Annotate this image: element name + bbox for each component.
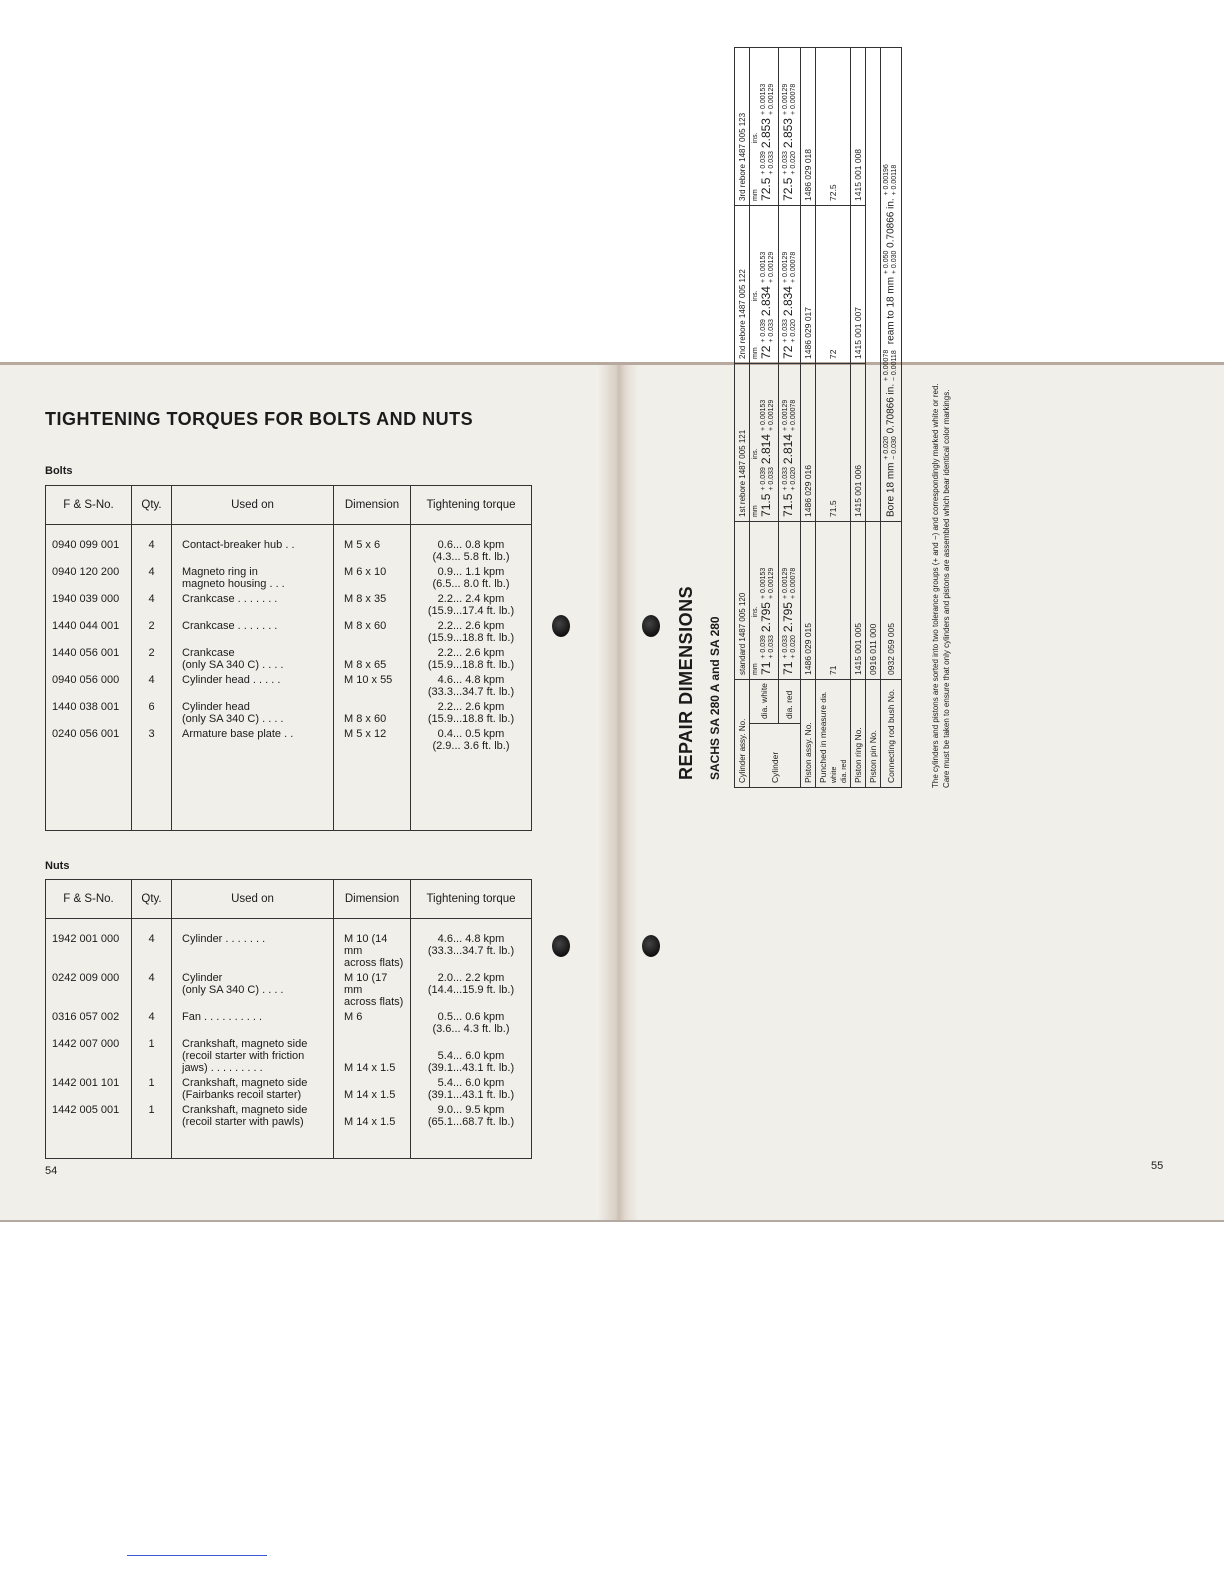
unit-mm: mm (752, 663, 759, 675)
bolts-table (45, 485, 532, 831)
col-header: 2nd rebore 1487 005 122 (735, 205, 750, 363)
piston-assy-number: 1486 029 017 (800, 205, 815, 363)
dim-mm-tol: + 0.033 + 0.020 (781, 151, 797, 175)
cell-used: Cylinder head (only SA 340 C) . . . . (172, 698, 334, 725)
cell-fs: 0940 099 001 (46, 525, 132, 564)
repair-table (734, 47, 902, 788)
cell-qty: 4 (132, 919, 172, 970)
rod-bore-in-tol: + 0.00078 − 0.00118 (882, 349, 898, 382)
cell-used: Crankshaft, magneto side (recoil starter with friction jaws) . . . . . . . . . (172, 1035, 334, 1074)
empty-cell (411, 752, 532, 831)
dim-mm-tol: + 0.033 + 0.020 (781, 319, 797, 343)
cell-qty: 1 (132, 1035, 172, 1074)
table-filler (46, 752, 532, 831)
rod-ream: ream to 18 mm (885, 276, 897, 345)
book-spread (0, 83, 1224, 1222)
dim-mm: 71.5 (780, 493, 795, 517)
cell-used: Cylinder . . . . . . . (172, 919, 334, 970)
dim-line (759, 52, 776, 201)
empty-cell (132, 752, 172, 831)
piston-assy-label: Piston assy. No. (800, 679, 815, 787)
cell-qty: 4 (132, 671, 172, 698)
table-row (46, 617, 532, 644)
dim-ins-tol: + 0.00153 + 0.00129 (759, 251, 775, 284)
book-gutter (598, 365, 638, 1220)
dim-line (759, 526, 776, 675)
footnote-line: Care must be taken to ensure that only cylinders and pistons are assembled which bear identical color markings. (942, 389, 951, 788)
cell-dim: M 10 x 55 (334, 671, 411, 698)
table-row (46, 725, 532, 752)
footnote-line: The cylinders and pistons are sorted into two tolerance groups (+ and −) and correspondingly marked white or red. (931, 383, 940, 788)
cell-torque: 2.2... 2.6 kpm (15.9...18.8 ft. lb.) (411, 617, 532, 644)
table-row (46, 644, 532, 671)
binder-hole (642, 935, 660, 957)
cell-fs: 1440 038 001 (46, 698, 132, 725)
pin-label: Piston pin No. (865, 679, 880, 787)
cell-dim: M 14 x 1.5 (334, 1035, 411, 1074)
punched-value: 72.5 (815, 47, 850, 205)
dim-mm-tol: + 0.039 + 0.033 (759, 467, 775, 491)
unit-ins: ins. (752, 448, 759, 460)
dia-red-cell (778, 47, 800, 205)
rod-bore-in: 0.70866 in. (885, 383, 897, 434)
units-line (752, 368, 759, 517)
dim-ins-tol: + 0.00129 + 0.00078 (781, 251, 797, 284)
cell-fs: 0940 056 000 (46, 671, 132, 698)
punched-label (815, 679, 850, 787)
table-row (46, 563, 532, 590)
binder-hole (552, 935, 570, 957)
cell-dim: M 10 (17 mm across flats) (334, 969, 411, 1008)
dim-mm: 72 (759, 345, 773, 359)
table-row (46, 525, 532, 564)
cell-torque: 5.4... 6.0 kpm (39.1...43.1 ft. lb.) (411, 1035, 532, 1074)
rod-spec (880, 47, 901, 521)
empty-cell (172, 1128, 334, 1159)
rod-ream-in-tol: + 0.00196 + 0.00118 (882, 164, 898, 196)
cell-used: Crankshaft, magneto side (recoil starter with pawls) (172, 1101, 334, 1128)
empty-cell (334, 1128, 411, 1159)
cell-qty: 2 (132, 617, 172, 644)
dim-ins-tol: + 0.00153 + 0.00129 (759, 567, 775, 600)
repair-subtitle: SACHS SA 280 A and SA 280 (708, 616, 722, 780)
dim-mm: 72 (780, 345, 795, 359)
table-row (46, 1008, 532, 1035)
bolts-heading: Bolts (45, 465, 73, 477)
unit-mm: mm (752, 189, 759, 201)
ring-label: Piston ring No. (850, 679, 865, 787)
pin-number: 0916 011 000 (865, 521, 880, 679)
cell-torque: 0.5... 0.6 kpm (3.6... 4.3 ft. lb.) (411, 1008, 532, 1035)
cell-qty: 3 (132, 725, 172, 752)
cylinder-label: Cylinder (750, 724, 801, 788)
dim-mm: 72.5 (780, 177, 795, 201)
col-header: F & S-No. (46, 880, 132, 919)
page-number-left: 54 (45, 1165, 58, 1177)
table-row (46, 671, 532, 698)
dia-red-cell (778, 521, 800, 679)
cell-qty: 4 (132, 969, 172, 1008)
dia-red-label: dia. red (778, 679, 800, 723)
cell-fs: 0240 056 001 (46, 725, 132, 752)
rod-bore-tol: + 0.020 − 0.030 (882, 436, 898, 460)
dim-line (759, 368, 776, 517)
cell-qty: 4 (132, 590, 172, 617)
cell-fs: 0316 057 002 (46, 1008, 132, 1035)
cell-qty: 4 (132, 563, 172, 590)
cell-used: Crankshaft, magneto side (Fairbanks recoil starter) (172, 1074, 334, 1101)
units-line (752, 52, 759, 201)
empty-cell (132, 1128, 172, 1159)
cell-fs: 1942 001 000 (46, 919, 132, 970)
dim-mm-tol: + 0.033 + 0.020 (781, 635, 797, 659)
cell-used: Crankcase (only SA 340 C) . . . . (172, 644, 334, 671)
punched-text: Punched in measure (817, 705, 828, 783)
dia-white-cell (750, 363, 779, 521)
col-header: Tightening torque (411, 486, 532, 525)
page-title: TIGHTENING TORQUES FOR BOLTS AND NUTS (45, 409, 474, 429)
dim-ins-tol: + 0.00129 + 0.00078 (781, 83, 797, 116)
empty-cell (46, 1128, 132, 1159)
nuts-table (45, 879, 532, 1159)
table-filler (46, 1128, 532, 1159)
page-number-right: 55 (1151, 1160, 1164, 1172)
cell-used: Contact-breaker hub . . (172, 525, 334, 564)
cyl-assy-label: Cylinder assy. No. (735, 679, 750, 787)
ring-number: 1415 001 008 (850, 47, 865, 205)
cell-fs: 1440 044 001 (46, 617, 132, 644)
unit-ins: ins. (752, 290, 759, 302)
unit-ins: ins. (752, 132, 759, 144)
empty-cell (411, 1128, 532, 1159)
dim-mm: 71.5 (759, 493, 773, 517)
empty-cell (46, 752, 132, 831)
cell-torque: 0.4... 0.5 kpm (2.9... 3.6 ft. lb.) (411, 725, 532, 752)
dia-white-cell (750, 47, 779, 205)
pin-empty (865, 47, 880, 521)
cell-used: Armature base plate . . (172, 725, 334, 752)
dim-mm: 71 (780, 661, 795, 675)
repair-title: REPAIR DIMENSIONS (676, 585, 696, 780)
table-row (46, 698, 532, 725)
cell-used: Magneto ring in magneto housing . . . (172, 563, 334, 590)
rod-ream-tol: + 0.050 + 0.030 (882, 250, 898, 275)
dim-ins-tol: + 0.00153 + 0.00129 (759, 399, 775, 432)
rod-number: 0932 059 005 (880, 521, 901, 679)
dia-white-cell (750, 205, 779, 363)
cell-torque: 2.0... 2.2 kpm (14.4...15.9 ft. lb.) (411, 969, 532, 1008)
dim-mm-tol: + 0.039 + 0.033 (759, 635, 775, 659)
ring-number: 1415 001 006 (850, 363, 865, 521)
cell-used: Cylinder head . . . . . (172, 671, 334, 698)
cell-dim: M 5 x 12 (334, 725, 411, 752)
table-row (46, 1101, 532, 1128)
col-header: 3rd rebore 1487 005 123 (735, 47, 750, 205)
cell-dim: M 8 x 35 (334, 590, 411, 617)
punched-sub: dia. white dia. red (820, 691, 848, 783)
cell-fs: 1442 005 001 (46, 1101, 132, 1128)
table-row (46, 590, 532, 617)
underline-link (127, 1555, 267, 1556)
cell-torque: 5.4... 6.0 kpm (39.1...43.1 ft. lb.) (411, 1074, 532, 1101)
cell-fs: 0242 009 000 (46, 969, 132, 1008)
punched-value: 72 (815, 205, 850, 363)
cell-dim: M 14 x 1.5 (334, 1074, 411, 1101)
cell-torque: 2.2... 2.6 kpm (15.9...18.8 ft. lb.) (411, 698, 532, 725)
cell-qty: 1 (132, 1074, 172, 1101)
rod-bore: Bore 18 mm (885, 462, 897, 517)
table-row (46, 1035, 532, 1074)
ring-number: 1415 001 007 (850, 205, 865, 363)
cell-fs: 1442 001 101 (46, 1074, 132, 1101)
cell-qty: 1 (132, 1101, 172, 1128)
dim-ins: 2.834 (759, 286, 773, 317)
col-header: Used on (172, 486, 334, 525)
cell-fs: 1440 056 001 (46, 644, 132, 671)
dim-mm-tol: + 0.039 + 0.033 (759, 319, 775, 343)
col-header: Tightening torque (411, 880, 532, 919)
cell-dim: M 8 x 60 (334, 617, 411, 644)
cell-dim: M 6 x 10 (334, 563, 411, 590)
nuts-heading: Nuts (45, 860, 70, 872)
col-header: Used on (172, 880, 334, 919)
binder-hole (642, 615, 660, 637)
punched-value: 71.5 (815, 363, 850, 521)
dim-ins: 2.853 (759, 118, 773, 149)
piston-assy-number: 1486 029 018 (800, 47, 815, 205)
cell-torque: 2.2... 2.6 kpm (15.9...18.8 ft. lb.) (411, 644, 532, 671)
dim-ins: 2.834 (780, 286, 795, 317)
dim-line (781, 526, 798, 675)
empty-cell (334, 752, 411, 831)
empty-cell (172, 752, 334, 831)
dim-mm: 72.5 (759, 177, 773, 201)
cell-used: Cylinder (only SA 340 C) . . . . (172, 969, 334, 1008)
binder-hole (552, 615, 570, 637)
col-header: 1st rebore 1487 005 121 (735, 363, 750, 521)
dim-mm: 71 (759, 661, 773, 675)
ring-number: 1415 001 005 (850, 521, 865, 679)
cell-dim: M 14 x 1.5 (334, 1101, 411, 1128)
piston-assy-number: 1486 029 015 (800, 521, 815, 679)
dim-mm-tol: + 0.039 + 0.033 (759, 151, 775, 175)
dim-line (781, 368, 798, 517)
cell-dim: M 6 (334, 1008, 411, 1035)
col-header: Qty. (132, 880, 172, 919)
rod-label: Connecting rod bush No. (880, 679, 901, 787)
dim-ins: 2.795 (780, 602, 795, 633)
dim-ins: 2.814 (759, 434, 773, 465)
dim-ins: 2.814 (780, 434, 795, 465)
rod-ream-in: 0.70866 in. (885, 198, 897, 248)
footnote (930, 383, 952, 788)
cell-torque: 4.6... 4.8 kpm (33.3...34.7 ft. lb.) (411, 919, 532, 970)
cell-dim: M 8 x 60 (334, 698, 411, 725)
cell-used: Crankcase . . . . . . . (172, 590, 334, 617)
cell-dim: M 5 x 6 (334, 525, 411, 564)
col-header: F & S-No. (46, 486, 132, 525)
col-header: Qty. (132, 486, 172, 525)
dim-ins-tol: + 0.00129 + 0.00078 (781, 399, 797, 432)
table-row (46, 919, 532, 970)
table-row (46, 969, 532, 1008)
cell-fs: 0940 120 200 (46, 563, 132, 590)
cell-fs: 1442 007 000 (46, 1035, 132, 1074)
cell-fs: 1940 039 000 (46, 590, 132, 617)
cell-qty: 2 (132, 644, 172, 671)
repair-dimensions-rotated (676, 48, 964, 788)
piston-assy-number: 1486 029 016 (800, 363, 815, 521)
cell-torque: 0.6... 0.8 kpm (4.3... 5.8 ft. lb.) (411, 525, 532, 564)
dim-mm-tol: + 0.033 + 0.020 (781, 467, 797, 491)
dia-white-label: dia. white (750, 679, 779, 723)
dim-ins: 2.795 (759, 602, 773, 633)
col-header: standard 1487 005 120 (735, 521, 750, 679)
dia-red-cell (778, 363, 800, 521)
cell-torque: 9.0... 9.5 kpm (65.1...68.7 ft. lb.) (411, 1101, 532, 1128)
dia-red-cell (778, 205, 800, 363)
unit-mm: mm (752, 505, 759, 517)
cell-torque: 2.2... 2.4 kpm (15.9...17.4 ft. lb.) (411, 590, 532, 617)
units-line (752, 526, 759, 675)
col-header: Dimension (334, 486, 411, 525)
dim-line (759, 210, 776, 359)
dim-ins-tol: + 0.00129 + 0.00078 (781, 567, 797, 600)
unit-mm: mm (752, 347, 759, 359)
cell-torque: 0.9... 1.1 kpm (6.5... 8.0 ft. lb.) (411, 563, 532, 590)
cell-dim: M 8 x 65 (334, 644, 411, 671)
cell-used: Crankcase . . . . . . . (172, 617, 334, 644)
col-header: Dimension (334, 880, 411, 919)
cell-qty: 4 (132, 525, 172, 564)
units-line (752, 210, 759, 359)
cell-used: Fan . . . . . . . . . . (172, 1008, 334, 1035)
punched-value: 71 (815, 521, 850, 679)
cell-qty: 6 (132, 698, 172, 725)
table-row (46, 1074, 532, 1101)
dia-white-cell (750, 521, 779, 679)
dim-line (781, 52, 798, 201)
dim-line (781, 210, 798, 359)
dim-ins-tol: + 0.00153 + 0.00129 (759, 83, 775, 116)
cell-torque: 4.6... 4.8 kpm (33.3...34.7 ft. lb.) (411, 671, 532, 698)
dim-ins: 2.853 (780, 118, 795, 149)
cell-qty: 4 (132, 1008, 172, 1035)
cell-dim: M 10 (14 mm across flats) (334, 919, 411, 970)
unit-ins: ins. (752, 606, 759, 618)
